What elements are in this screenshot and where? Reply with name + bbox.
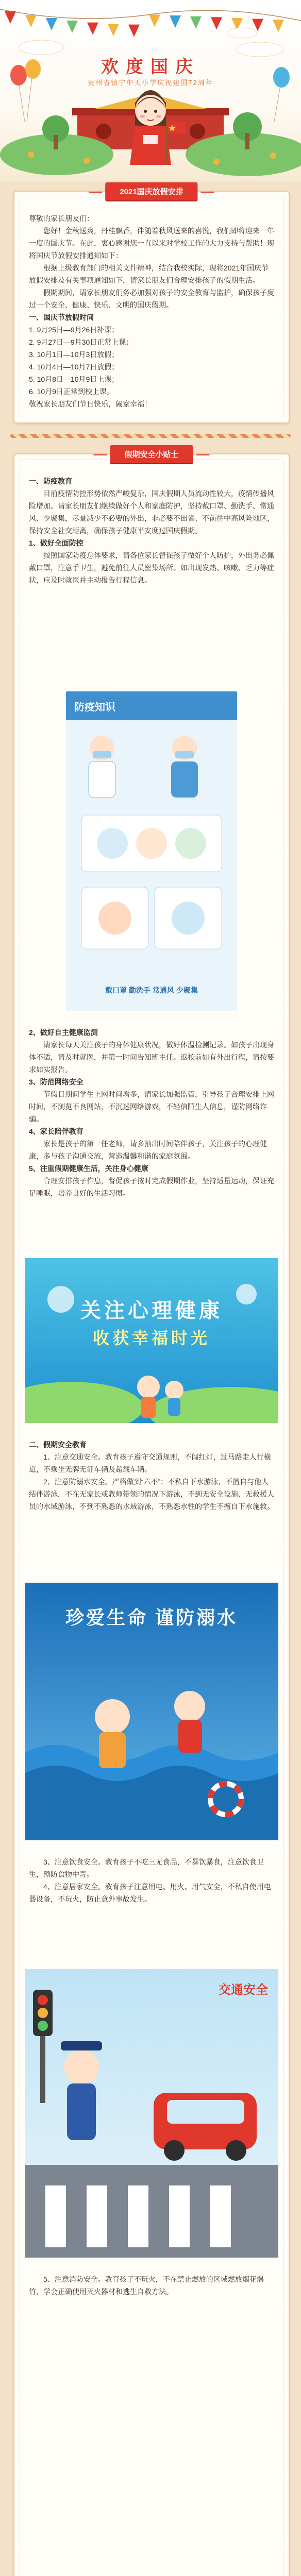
- heading: 3、防范网络安全: [29, 1078, 83, 1086]
- paragraph: 假期期间，请家长朋友们务必加强对孩子的安全教育与监护，确保孩子度过一个安全、健康、快乐、文明的国庆假期。: [29, 289, 274, 309]
- hero-illustration: [0, 0, 301, 181]
- prevention-figures: [66, 691, 237, 1011]
- paragraph: 目前疫情防控形势依然严峻复杂，国庆假期人员流动性较大，疫情传播风险增加。请家长朋友们继续做好个人和家庭防护，坚持戴口罩、勤洗手、常通风、少聚集，尽量减少不必要的外出，非必要不出省、不前往中高风险地区，保持安全社交距离，确保孩子健康平安度过国庆假期。: [29, 489, 274, 535]
- sub-heading: 一、国庆节放假时间: [29, 313, 94, 321]
- schedule-item: 4. 10月4日—10月7日放假；: [29, 363, 119, 371]
- closing-line: 敬祝家长朋友们节日快乐，阖家幸福！: [29, 400, 152, 408]
- paragraph: 1、注意交通安全。教育孩子遵守交通规则，不闯红灯，过马路走人行横道，不乘坐无牌无证车辆及超载车辆。: [29, 1453, 271, 1473]
- drowning-prevention-poster: [25, 1583, 278, 1840]
- safety-tips-card: [13, 450, 290, 2576]
- paragraph: 请家长每天关注孩子的身体健康状况，做好体温检测记录。如孩子出现身体不适，请及时就医，并第一时间告知班主任。返校前如有外出行程，请按要求如实报告。: [29, 1041, 274, 1074]
- schedule-item: 1. 9月25日—9月26日补课；: [29, 326, 119, 334]
- heading: 2、做好自主健康监测: [29, 1028, 98, 1037]
- schedule-item: 2. 9月27日—9月30日正常上课；: [29, 338, 133, 346]
- bunting-flag: [66, 21, 78, 33]
- traffic-safety-poster: [25, 1969, 278, 2258]
- section-title-safety: 假期安全小贴士: [110, 445, 193, 463]
- bunting-flag: [211, 17, 222, 29]
- bunting-flag: [252, 19, 263, 31]
- safety-text-block-1: [29, 475, 274, 586]
- hero-banner: [0, 0, 301, 181]
- bunting-flag: [190, 16, 202, 29]
- bunting-flag: [87, 23, 98, 35]
- epidemic-prevention-poster: [66, 691, 237, 1011]
- greeting: 尊敬的家长朋友们：: [29, 214, 94, 223]
- paragraph: 按照国家防疫总体要求，请各位家长督促孩子做好个人防护，外出务必佩戴口罩，注意手卫生，避免前往人员密集场所。如出现发热、咳嗽、乏力等症状，应及时就医并主动报告行程信息。: [29, 551, 274, 584]
- schedule-text-block: [29, 212, 274, 410]
- paragraph: 5、注意消防安全。教育孩子不玩火，不在禁止燃放的区域燃放烟花爆竹，学会正确使用灭火器材和逃生自救方法。: [29, 2275, 264, 2296]
- bunting-flag: [273, 20, 284, 32]
- bunting-flag: [108, 24, 119, 36]
- paragraph: 您好！金秋送爽，丹桂飘香，伴随着秋风送来的喜悦，我们即将迎来一年一度的国庆节。在此，衷心感谢您一直以来对学校工作的大力支持与帮助！现将国庆节放假安排通知如下：: [29, 227, 274, 260]
- poster-title: 防疫知识: [74, 702, 115, 713]
- bunting-flag: [25, 15, 37, 27]
- bunting-flag: [128, 25, 140, 37]
- bunting-flag: [170, 15, 181, 28]
- poster-title: 珍爱生命 谨防溺水: [65, 1607, 238, 1628]
- heading: 二、假期安全教育: [29, 1440, 87, 1449]
- bunting-flag: [149, 14, 160, 27]
- safety-text-block-3: [29, 1438, 274, 1513]
- schedule-item: 6. 10月9日正常到校上课。: [29, 387, 114, 396]
- decorative-stripe: [10, 434, 291, 438]
- paragraph: 4、注意居家安全。教育孩子注意用电、用火、用气安全，不私自使用电器设备，不玩火，防止意外事故发生。: [29, 1883, 271, 1903]
- poster-subtitle: 收获幸福时光: [92, 1329, 210, 1347]
- poster-subtitle: 戴口罩 勤洗手 常通风 少聚集: [105, 986, 198, 994]
- paragraph: 合理安排孩子作息，督促孩子按时完成假期作业，坚持适量运动，保证充足睡眠，培养良好的生活习惯。: [29, 1177, 274, 1197]
- schedule-item: 5. 10月8日—10月9日上课；: [29, 375, 119, 383]
- safety-text-block-4: [29, 1856, 274, 1905]
- heading: 一、防疫教育: [29, 477, 72, 485]
- paragraph: 3、注意饮食安全。教育孩子不吃三无食品，不暴饮暴食，注意饮食卫生，预防食物中毒。: [29, 1858, 264, 1878]
- poster-title: 交通安全: [219, 1983, 268, 1997]
- section-title-schedule: 2021国庆放假安排: [105, 182, 197, 200]
- heading: 1、做好全面防控: [29, 539, 83, 547]
- bunting-flag: [46, 18, 57, 30]
- paragraph: 2、注意防溺水安全。严格做到“六不”：不私自下水游泳，不擅自与他人结伴游泳，不在无家长或教师带领的情况下游泳，不到无安全设施、无救援人员的水域游泳，不到不熟悉的水域游泳，不熟悉水性的学生不擅自下水施救。: [29, 1478, 274, 1511]
- paragraph: 根据上级教育部门的相关文件精神，结合我校实际，现将2021年国庆节放假安排及有关事项通知如下，请家长朋友们合理安排孩子的假期生活。: [29, 264, 269, 284]
- poster-title: 关注心理健康: [80, 1299, 223, 1322]
- schedule-item: 3. 10月1日—10月3日放假；: [29, 350, 119, 359]
- bunting-flag: [5, 11, 16, 24]
- hero-subtitle: 贵州省镇宁中天小学庆祝建国72周年: [88, 79, 213, 87]
- heading: 5、注重假期健康生活，关注身心健康: [29, 1164, 148, 1173]
- traffic-graphic: [25, 1969, 278, 2258]
- heading: 4、家长陪伴教育: [29, 1127, 83, 1136]
- safety-text-block-2: [29, 1026, 274, 1199]
- mental-health-poster: [25, 1258, 278, 1423]
- paragraph: 家长是孩子的第一任老师，请多抽出时间陪伴孩子，关注孩子的心理健康，多与孩子沟通交流，营造温馨和谐的家庭氛围。: [29, 1140, 267, 1160]
- paragraph: 节假日期间学生上网时间增多，请家长加强监管，引导孩子合理安排上网时间，不浏览不良网站，不沉迷网络游戏，不轻信陌生人信息，谨防网络诈骗。: [29, 1090, 274, 1123]
- holiday-schedule-card: [13, 188, 290, 423]
- hero-title: 欢度国庆: [101, 57, 200, 77]
- safety-text-block-5: [29, 2273, 274, 2298]
